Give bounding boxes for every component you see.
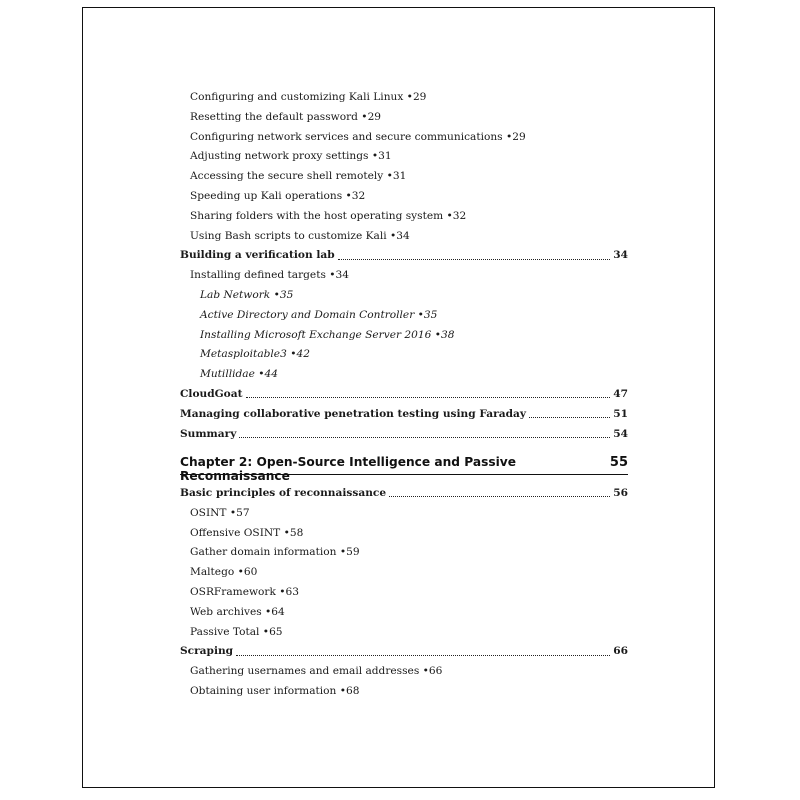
toc-entry[interactable]	[180, 365, 628, 385]
toc-entry-page: 68	[345, 684, 360, 697]
chapter-divider	[180, 474, 628, 475]
bullet-separator	[287, 348, 297, 360]
bullet-separator	[336, 685, 346, 697]
toc-entry-title: Offensive OSINT	[190, 526, 281, 539]
toc-entry[interactable]	[180, 563, 628, 583]
bullet-separator	[503, 131, 513, 143]
toc-entry-page: 42	[296, 348, 310, 361]
toc-entry[interactable]	[180, 682, 628, 702]
toc-entry[interactable]	[180, 326, 628, 346]
bullet-separator	[414, 309, 424, 321]
toc-entry-title: Passive Total	[190, 625, 260, 638]
toc-entry[interactable]	[180, 543, 628, 563]
toc-entry[interactable]	[180, 405, 628, 425]
toc-entry-page: 66	[428, 665, 443, 678]
toc-entry-page: 31	[392, 170, 407, 183]
toc-entry-title: Summary	[180, 427, 237, 440]
toc-entry-title: OSRFramework	[190, 585, 276, 598]
toc-entry-page: 58	[289, 526, 304, 539]
chapter-title: Chapter 2: Open-Source Intelligence and Passive Reconnaissance	[180, 455, 516, 483]
toc-entry[interactable]	[180, 603, 628, 623]
bullet-separator	[387, 230, 397, 242]
bullet-separator	[443, 210, 453, 222]
toc-entry-title: CloudGoat	[180, 387, 243, 400]
toc-entry-page: 29	[512, 130, 526, 143]
toc-entry-title: Mutillidae	[200, 368, 255, 381]
toc-entry[interactable]	[180, 504, 628, 524]
dot-leader	[529, 417, 610, 418]
toc-entry-page: 51	[613, 407, 628, 420]
toc-entry-page: 64	[271, 605, 285, 618]
toc-entry-page: 29	[412, 91, 427, 103]
toc-entry[interactable]	[180, 167, 628, 187]
toc-entry-page: 54	[613, 427, 628, 440]
toc-entry-page: 56	[613, 487, 628, 499]
toc-entry-title: Sharing folders with the host operating system	[190, 209, 444, 222]
bullet-separator	[383, 170, 393, 182]
toc-entry-page: 59	[346, 546, 360, 559]
toc-entry-title: Active Directory and Domain Controller	[200, 308, 415, 321]
toc-entry-title: Resetting the default password	[190, 110, 358, 123]
toc-entry-page: 57	[236, 506, 250, 519]
toc-entry[interactable]	[180, 207, 628, 227]
toc-entry[interactable]	[180, 147, 628, 167]
toc-entry[interactable]	[180, 88, 628, 108]
toc-entry-title: Obtaining user information	[190, 684, 337, 697]
toc-entry[interactable]	[180, 306, 628, 326]
toc-section-1	[180, 88, 628, 444]
toc-entry[interactable]	[180, 246, 628, 266]
bullet-separator	[358, 111, 368, 123]
toc-entry-page: 32	[351, 189, 366, 202]
toc-entry[interactable]	[180, 128, 628, 148]
dot-leader	[236, 655, 610, 656]
dot-leader	[338, 259, 611, 260]
bullet-separator	[270, 289, 280, 301]
toc-entry-title: Building a verification lab	[180, 249, 335, 262]
toc-entry-page: 31	[378, 150, 392, 163]
dot-leader	[389, 496, 610, 497]
toc-entry-title: Using Bash scripts to customize Kali	[190, 229, 387, 242]
dot-leader	[239, 437, 610, 438]
toc-entry[interactable]	[180, 662, 628, 682]
toc-entry-title: Lab Network	[200, 288, 271, 301]
toc-entry[interactable]	[180, 484, 628, 504]
toc-entry[interactable]	[180, 642, 628, 662]
toc-entry-page: 47	[613, 387, 628, 400]
toc-entry-page: 44	[264, 368, 278, 381]
toc-entry-title: Gathering usernames and email addresses	[190, 665, 420, 678]
toc-entry-title: Metasploitable3	[200, 348, 287, 361]
toc-entry-title: Maltego	[190, 566, 235, 579]
toc-entry-title: Web archives	[190, 605, 262, 618]
chapter-heading[interactable]	[180, 455, 628, 483]
toc-entry-page: 34	[613, 249, 628, 262]
toc-entry-page: 60	[243, 566, 258, 579]
bullet-separator	[259, 626, 269, 638]
toc-entry-title: Adjusting network proxy settings	[190, 150, 369, 163]
toc-entry[interactable]	[180, 227, 628, 247]
toc-entry[interactable]	[180, 524, 628, 544]
toc-entry-page: 66	[613, 645, 628, 658]
bullet-separator	[419, 665, 429, 677]
toc-entry-title: Basic principles of reconnaissance	[180, 487, 387, 499]
toc-entry-title: Managing collaborative penetration testing using Faraday	[180, 407, 527, 420]
toc-entry-title: Installing Microsoft Exchange Server 2016	[200, 328, 435, 341]
bullet-separator	[234, 566, 244, 578]
toc-entry-title: OSINT	[190, 506, 227, 519]
toc-entry-page: 63	[285, 585, 300, 598]
toc-entry-title: Gather domain information	[190, 546, 337, 559]
bullet-separator	[336, 546, 346, 558]
bullet-separator	[226, 507, 236, 519]
toc-entry-title: Speeding up Kali operations	[190, 189, 343, 202]
toc-entry-page: 65	[269, 625, 283, 638]
bullet-separator	[403, 91, 413, 103]
bullet-separator	[262, 606, 272, 618]
bullet-separator	[280, 527, 290, 539]
toc-entry[interactable]	[180, 286, 628, 306]
toc-entry-page: 35	[279, 288, 294, 301]
toc-entry[interactable]	[180, 345, 628, 365]
toc-entry[interactable]	[180, 187, 628, 207]
toc-entry-page: 32	[452, 209, 467, 222]
toc-entry-page: 38	[441, 328, 455, 341]
toc-entry-title: Configuring and customizing Kali Linux	[190, 91, 404, 103]
toc-entry[interactable]	[180, 425, 628, 445]
dot-leader	[246, 397, 611, 398]
toc-entry-title: Scraping	[180, 645, 234, 658]
toc-entry-page: 35	[423, 308, 438, 321]
toc-entry[interactable]	[180, 623, 628, 643]
toc-entry[interactable]	[180, 583, 628, 603]
toc-entry[interactable]	[180, 266, 628, 286]
toc-entry-title: Configuring network services and secure communications	[190, 130, 503, 143]
toc-entry-title: Accessing the secure shell remotely	[190, 170, 384, 183]
bullet-separator	[276, 586, 286, 598]
bullet-separator	[326, 269, 336, 281]
toc-entry[interactable]	[180, 108, 628, 128]
bullet-separator	[368, 150, 378, 162]
toc-section-2	[180, 484, 628, 702]
toc-entry[interactable]	[180, 385, 628, 405]
toc-entry-page: 34	[396, 229, 410, 242]
toc-entry-page: 29	[367, 110, 382, 123]
bullet-separator	[342, 190, 352, 202]
toc-entry-page: 34	[335, 269, 350, 282]
chapter-page-number: 55	[609, 455, 628, 470]
toc-entry-title: Installing defined targets	[190, 269, 326, 282]
